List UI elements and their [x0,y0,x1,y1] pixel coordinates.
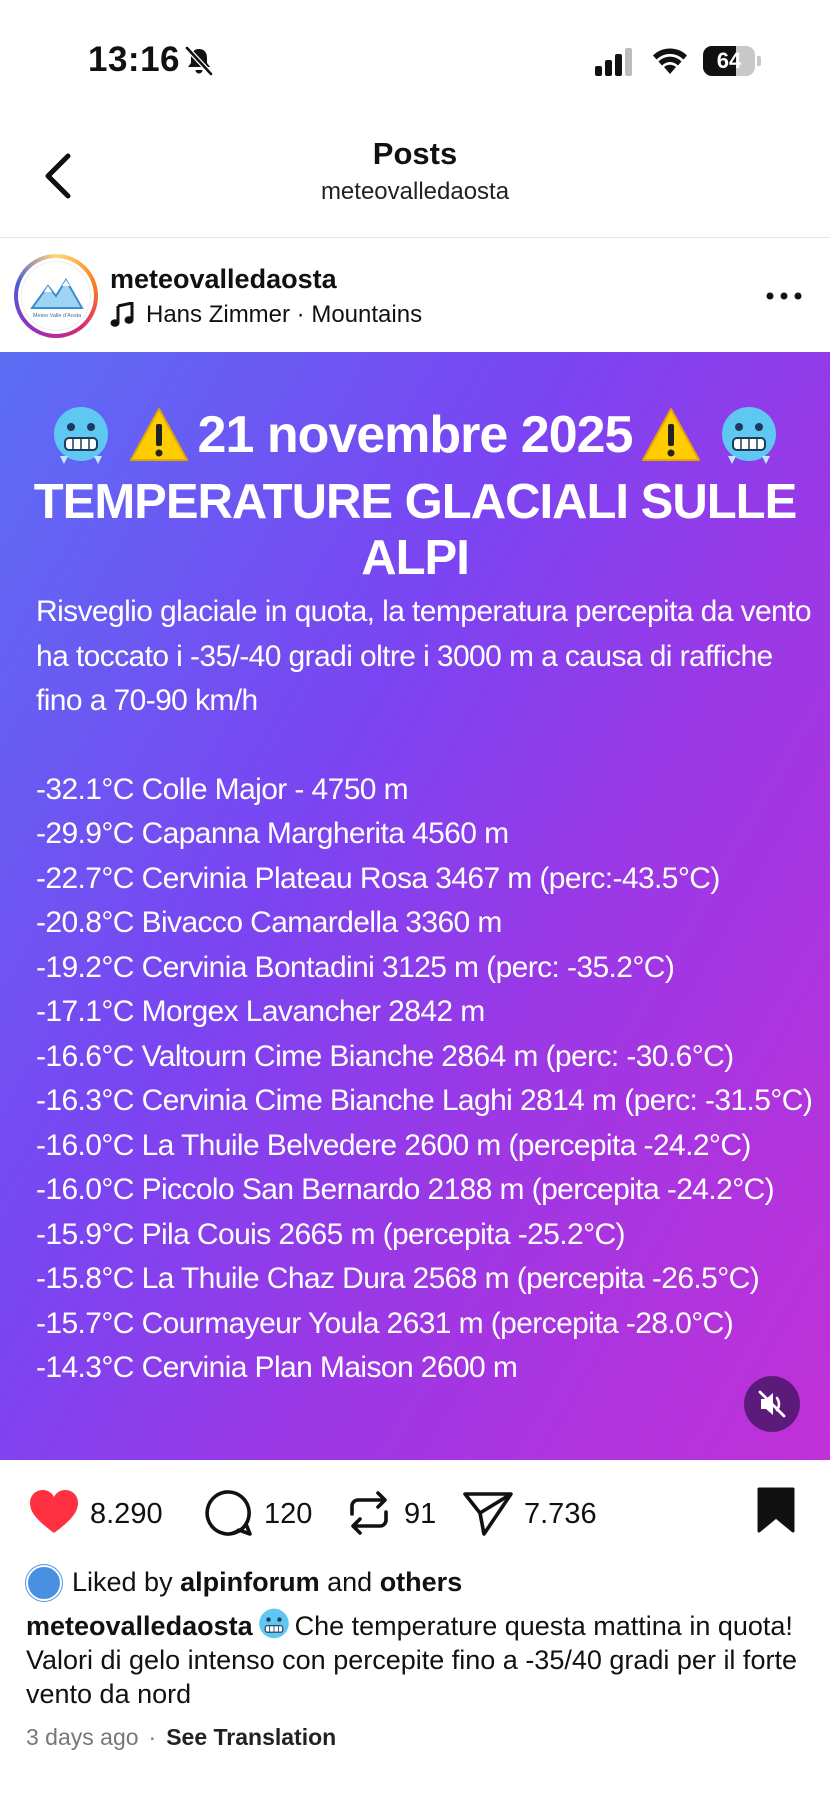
repost-icon [344,1488,394,1538]
post-timestamp: 3 days ago [26,1724,139,1750]
reading-line: -16.6°C Valtourn Cime Bianche 2864 m (perc: -30.6°C) [36,1039,734,1073]
see-translation-link[interactable]: See Translation [166,1724,337,1750]
heart-icon [28,1488,80,1536]
reading-line: -16.3°C Cervinia Cime Bianche Laghi 2814 m (perc: -31.5°C) [36,1084,813,1117]
post-username[interactable]: meteovalledaosta [110,264,337,294]
battery-level: 64 [716,48,742,73]
svg-text:Meteo Valle d'Aosta: Meteo Valle d'Aosta [32,313,82,319]
post-caption [26,1607,806,1711]
meta-separator: · [148,1724,157,1750]
music-note-icon [110,302,134,328]
post-header [0,238,830,352]
reposts-count: 91 [404,1498,437,1530]
shares-count: 7.736 [524,1498,597,1530]
warning-emoji [128,404,190,466]
bell-off-icon [183,45,215,77]
caption-text: Che temperature questa mattina in quota! Valori di gelo intenso con percepite fino a -35/40 gradi per il forte vento da nord [26,1611,797,1709]
speaker-muted-icon [744,1376,800,1432]
page-subtitle: meteovalledaosta [320,178,510,205]
comments-count: 120 [264,1498,313,1530]
freezing-face-emoji [718,404,780,466]
cellular-signal-icon [595,48,635,76]
freezing-face-emoji [50,404,112,466]
caption-username[interactable]: meteovalledaosta [26,1611,253,1641]
wifi-icon [651,46,689,76]
mute-button[interactable] [744,1376,800,1432]
warning-emoji [640,404,702,466]
liked-by-prefix: Liked by [72,1567,173,1597]
reading-line: -29.9°C Capanna Margherita 4560 m [36,817,509,850]
battery-icon [703,46,759,76]
reading-line: -14.3°C Cervinia Plan Maison 2600 m [36,1351,518,1384]
liked-by-and: and [327,1567,373,1597]
post-meta [26,1724,336,1751]
liked-by-others[interactable]: others [379,1567,463,1597]
liked-by-user[interactable]: alpinforum [180,1567,320,1597]
reading-line: -15.7°C Courmayeur Youla 2631 m (percepita -28.0°C) [36,1306,734,1340]
reading-line: -15.9°C Pila Couis 2665 m (percepita -25.2°C) [36,1217,625,1251]
reading-line: -32.1°C Colle Major - 4750 m [36,772,409,806]
media-body [36,590,816,1391]
reading-line: -20.8°C Bivacco Camardella 3360 m [36,906,502,939]
media-intro: Risveglio glaciale in quota, la temperatura percepita da vento ha toccato i -35/-40 gradi oltre i 3000 m a causa di raffiche fino a 70-90 km/h [36,595,811,717]
page-title: Posts [372,136,458,171]
liked-by-avatar [26,1565,62,1601]
status-time: 13:16 [88,40,181,79]
reading-line: -16.0°C Piccolo San Bernardo 2188 m (percepita -24.2°C) [36,1173,775,1206]
avatar[interactable] [14,254,98,338]
likes-count: 8.290 [90,1498,163,1530]
readings-list [36,768,816,1391]
nav-bar [0,118,830,238]
reading-line: -22.7°C Cervinia Plateau Rosa 3467 m (perc:-43.5°C) [36,861,720,895]
liked-by-text [72,1567,462,1598]
post-media[interactable] [0,352,830,1460]
post-actions [0,1460,830,1560]
media-title-date-row [0,402,830,466]
bookmark-icon[interactable] [756,1486,796,1534]
post-audio-label[interactable]: Hans Zimmer · Mountains [146,301,423,328]
status-bar [0,0,830,110]
reading-line: -16.0°C La Thuile Belvedere 2600 m (percepita -24.2°C) [36,1128,751,1162]
comment-icon [204,1488,254,1538]
more-options-button[interactable] [764,288,804,304]
media-title-date: 21 novembre 2025 [197,406,633,465]
reading-line: -17.1°C Morgex Lavancher 2842 m [36,995,485,1028]
freezing-face-emoji [257,1607,291,1641]
send-icon [462,1488,514,1538]
reading-line: -15.8°C La Thuile Chaz Dura 2568 m (percepita -26.5°C) [36,1262,760,1295]
reading-line: -19.2°C Cervinia Bontadini 3125 m (perc: -35.2°C) [36,950,675,984]
avatar-logo [21,261,91,331]
media-title-main: TEMPERATURE GLACIALI SULLE ALPI [33,475,797,585]
